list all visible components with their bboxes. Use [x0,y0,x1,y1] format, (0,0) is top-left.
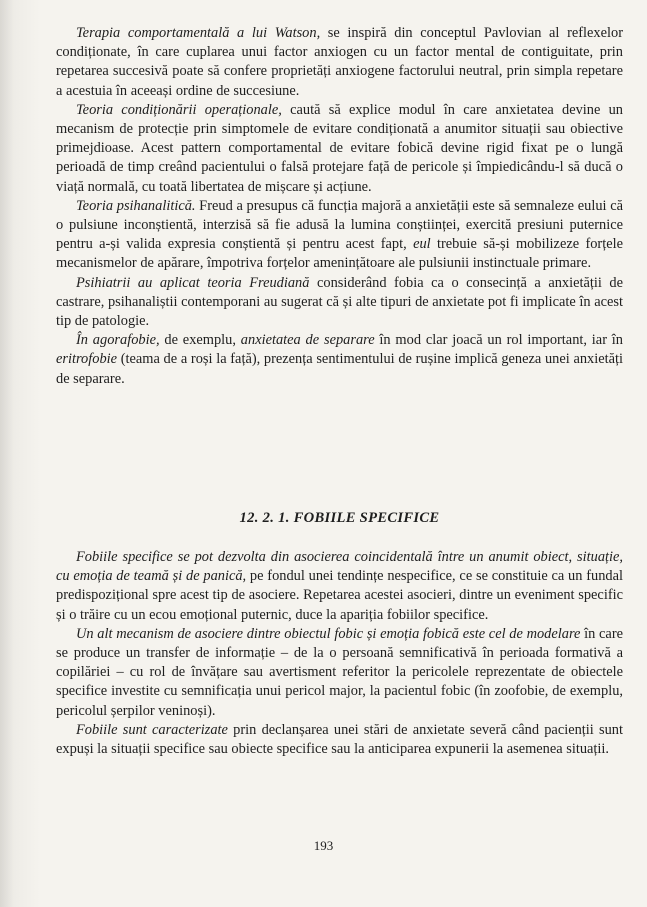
italic-term: eritrofobie [56,351,118,368]
paragraph-text: în mod clar joacă un rol important, iar în [374,332,624,349]
section-heading: 12. 2. 1. FOBIILE SPECIFICE [239,510,440,526]
paragraph-text: se inspiră din conceptul Pavlovian al reflexelor condiționate, în care cuplarea unui factor anxiogen cu un factor mental de contiguitate, prin repetarea succesivă poate să confere proprietăți anxiogene factorului neutral, prin simpla repetare a acestuia în aceeași ordine de succesiune. [56,25,623,99]
italic-lead: Teoria psihanalitică. [76,197,196,214]
italic-lead: Un alt mecanism de asociere dintre obiectul fobic și emoția fobică este cel de modelare [76,625,581,642]
italic-lead: Fobiile specifice se pot dezvolta din asocierea coincidentală între un anumit obiect, situație, cu emoția de teamă și de panică, [56,549,623,585]
paragraph-psychoanalytic [56,197,623,274]
paragraph-agoraphobia [56,331,623,389]
paragraph-freudian [56,274,623,332]
italic-lead: Psihiatrii au aplicat teoria Freudiană [76,274,310,291]
paragraph-modeling [56,625,623,721]
paragraph-characterized [56,721,623,759]
italic-lead: În agorafobie, [76,332,160,349]
body-text-top [56,24,623,389]
italic-lead: Fobiile sunt caracterizate [76,721,228,738]
italic-term: eul [413,236,431,253]
body-text-bottom [56,548,623,759]
paragraph-specific-phobias [56,548,623,625]
paragraph-text: prin declanșarea unei stări de anxietate severă când pacienții sunt expuși la situații specifice sau obiecte specifice sau la anticiparea expunerii la asemenea situații. [56,721,623,758]
paragraph-text: (teama de a roși la față), prezența sentimentului de rușine implică geneza unei anxietăți de separare. [56,351,623,387]
page-number: 193 [313,838,334,853]
paragraph-text: în care se produce un transfer de informație – de la o persoană semnificativă în perioada formativă a copilăriei – cu rol de învățare sau avertisment referitor la pericolele reprezentate de obiectele specifice investite cu semnificația unui pericol major, la pacientul fobic (în zoofobie, de exemplu, pericolul șerpilor veninoși). [56,625,624,719]
italic-lead: Teoria condiționării operaționale, [76,101,282,118]
paragraph-watson [56,24,623,101]
italic-term: anxietatea de separare [240,332,375,349]
paragraph-text: considerând fobia ca o consecință a anxietății de castrare, psihanaliștii contemporani au sugerat că și alte tipuri de anxietate pot fi implicate în acest tip de patologie. [56,274,624,330]
paragraph-text: de exemplu, [159,332,241,349]
paragraph-text: trebuie să-și mobilizeze forțele mecanismelor de apărare, împotriva forțelor amenințătoare ale pulsiunii instinctuale primare. [56,236,623,272]
paragraph-text: Freud a presupus că funcția majoră a anxietății este să semnaleze eului că o pulsiune inconștientă, interzisă să fie adusă la lumina conștiinței, exercită presiuni puternice pentru a-și valida expresia conștientă și pentru acest fapt, [56,197,623,253]
paragraph-operational [56,101,623,197]
paragraph-text: pe fondul unei tendințe nespecifice, ce se constituie ca un fundal predispozițional spre acest tip de asociere. Repetarea acestei asocieri, dintre un eveniment specific și o trăire cu un ecou emoțional puternic, duce la apariția fobiilor specifice. [56,568,623,623]
italic-lead: Terapia comportamentală a lui Watson, [76,25,321,41]
paragraph-text: caută să explice modul în care anxietatea devine un mecanism de protecție prin simptomele de evitare condiționată a anumitor situații sau obiective primejdioase. Acest pattern comportamental de evitare fobică devine rigid fixat pe o lungă perioadă de timp creând pacientului o falsă protejare față de pericole și împiedicându-l să ducă o viață normală, cu toată libertatea de mișcare și acțiune. [56,101,623,195]
